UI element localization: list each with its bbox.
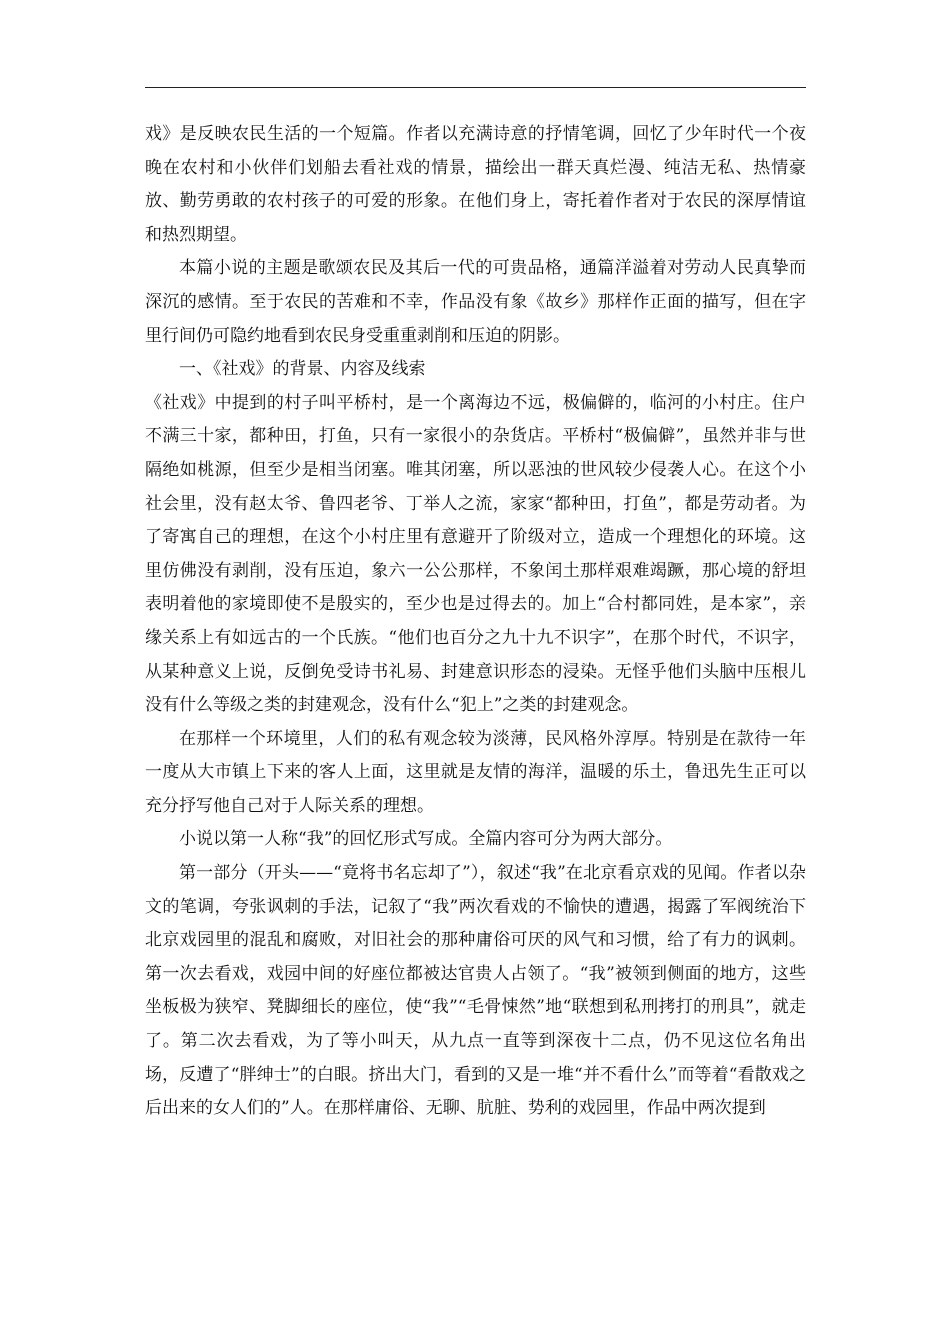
paragraph-1: 戏》是反映农民生活的一个短篇。作者以充满诗意的抒情笔调，回忆了少年时代一个夜晚在农村和小伙伴们划船去看社戏的情景，描绘出一群天真烂漫、纯洁无私、热情豪放、勤劳勇敢的农村孩子的可爱的形象。在他们身上，寄托着作者对于农民的深厚情谊和热烈期望。	[145, 124, 806, 245]
paragraph-3: 《社戏》中提到的村子叫平桥村，是一个离海边不远，极偏僻的，临河的小村庄。住户不满三十家，都种田，打鱼，只有一家很小的杂货店。平桥村“极偏僻”，虽然并非与世隔绝如桃源，但至少是相当闭塞。唯其闭塞，所以恶浊的世风较少侵袭人心。在这个小社会里，没有赵太爷、鲁四老爷、丁举人之流，家家“都种田，打鱼”，都是劳动者。为了寄寓自己的理想，在这个小村庄里有意避开了阶级对立，造成一个理想化的环境。这里仿佛没有剥削，没有压迫，象六一公公那样，不象闰土那样艰难竭蹶，那心境的舒坦表明着他的家境即使不是殷实的，至少也是过得去的。加上“合村都同姓，是本家”，亲缘关系上有如远古的一个氏族。“他们也百分之九十九不识字”，在那个时代，不识字，从某种意义上说，反倒免受诗书礼易、封建意识形态的浸染。无怪乎他们头脑中压根儿没有什么等级之类的封建观念，没有什么“犯上”之类的封建观念。	[145, 392, 806, 716]
header-rule	[145, 87, 806, 88]
paragraph-6: 第一部分（开头——“竟将书名忘却了”），叙述“我”在北京看京戏的见闻。作者以杂文的笔调，夸张讽刺的手法，记叙了“我”两次看戏的不愉快的遭遇，揭露了军阀统治下北京戏园里的混乱和腐败，对旧社会的那种庸俗可厌的风气和习惯，给了有力的讽刺。第一次去看戏，戏园中间的好座位都被达官贵人占领了。“我”被领到侧面的地方，这些坐板极为狭窄、凳脚细长的座位，使“我”“毛骨悚然”地“联想到私刑拷打的刑具”，就走了。第二次去看戏，为了等小叫天，从九点一直等到深夜十二点，仍不见这位名角出场，反遭了“胖绅士”的白眼。挤出大门，看到的又是一堆“并不看什么”而等着“看散戏之后出来的女人们的”人。在那样庸俗、无聊、肮脏、势利的戏园里，作品中两次提到	[145, 863, 806, 1119]
body-text	[145, 118, 806, 1126]
section-heading: 一、《社戏》的背景、内容及线索	[179, 359, 426, 380]
paragraph-4: 在那样一个环境里，人们的私有观念较为淡薄，民风格外淳厚。特别是在款待一年一度从大市镇上下来的客人上面，这里就是友情的海洋，温暖的乐土，鲁迅先生正可以充分抒写他自己对于人际关系的理想。	[145, 728, 806, 816]
paragraph-2: 本篇小说的主题是歌颂农民及其后一代的可贵品格，通篇洋溢着对劳动人民真挚而深沉的感情。至于农民的苦难和不幸，作品没有象《故乡》那样作正面的描写，但在字里行间仍可隐约地看到农民身受重重剥削和压迫的阴影。	[145, 258, 806, 346]
paragraph-5: 小说以第一人称“我”的回忆形式写成。全篇内容可分为两大部分。	[179, 829, 673, 850]
